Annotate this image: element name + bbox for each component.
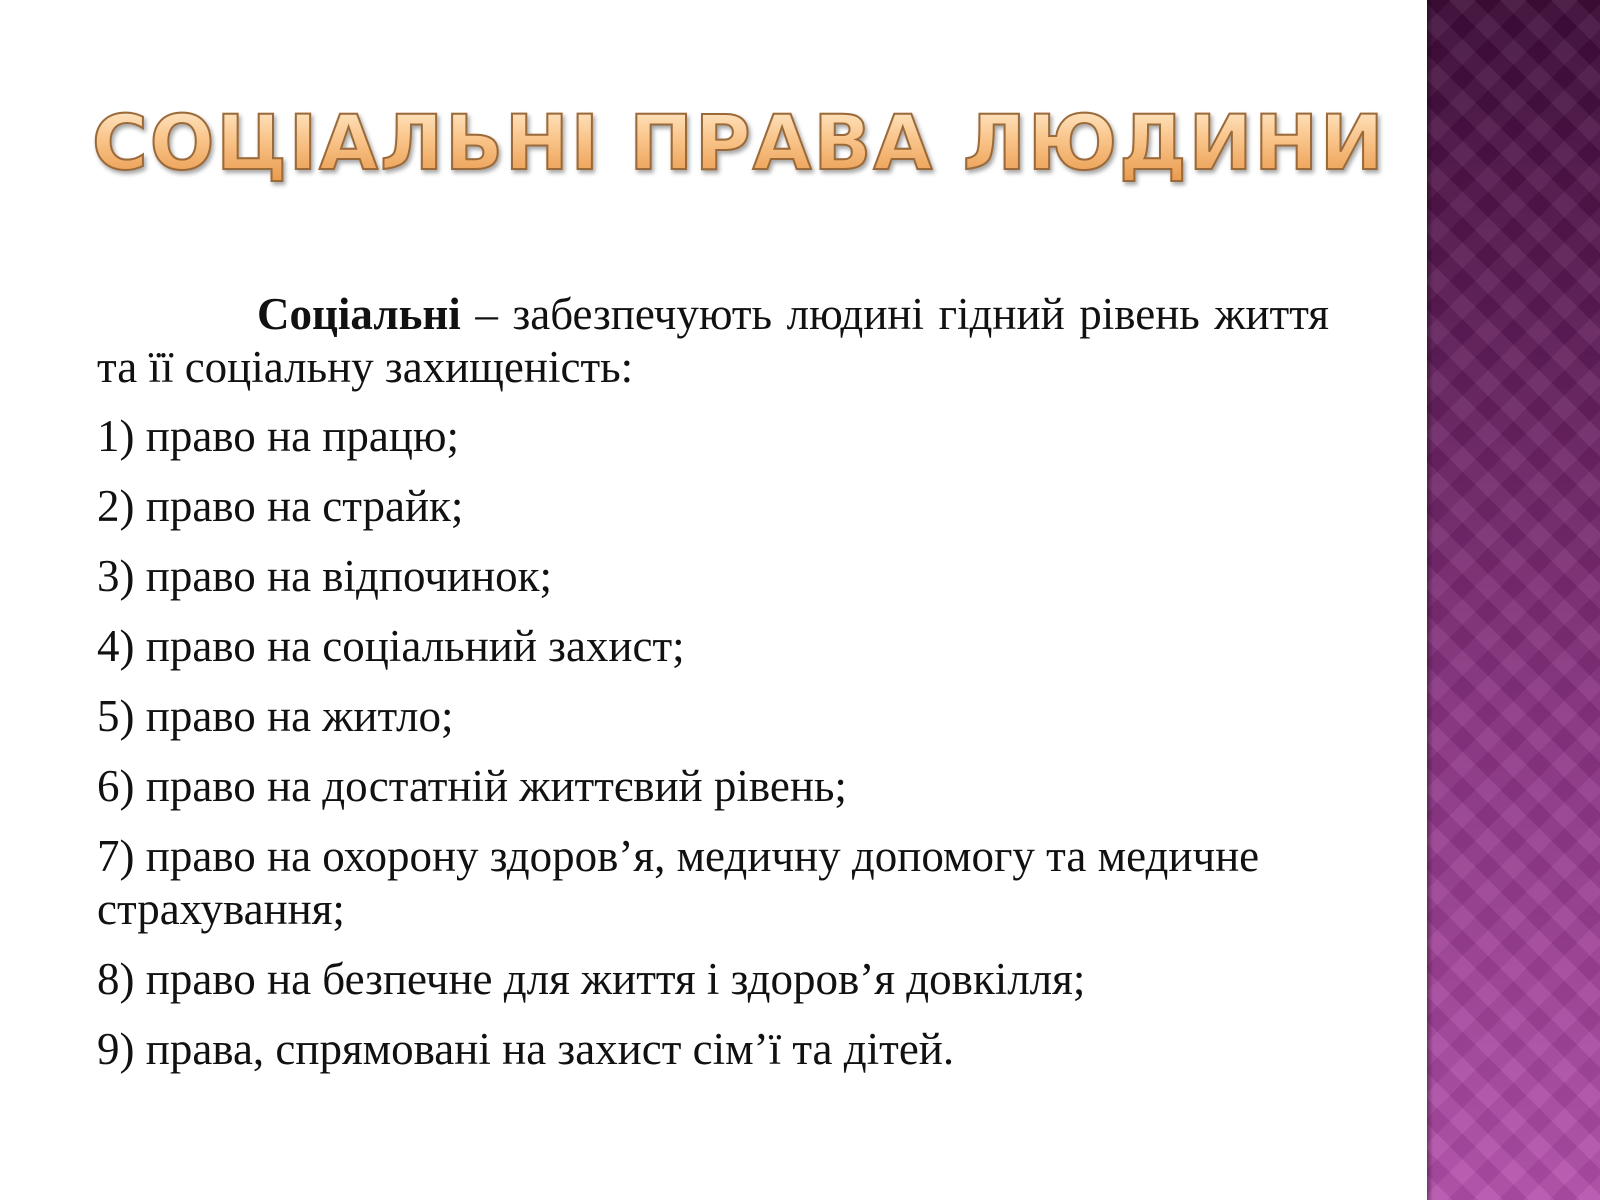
list-item: 9) права, спрямовані на захист сім’ї та дітей. [97,1024,955,1074]
list-item: 2) право на страйк; [97,481,464,531]
decorative-side-band [1427,0,1600,1200]
list-item: 3) право на відпочинок; [97,551,553,601]
slide-body [97,288,1329,1093]
intro-term: Соціальні [257,289,461,339]
list-item: 8) право на безпечне для життя і здоров’я довкілля; [97,954,1086,1004]
list-item: 7) право на охорону здоров’я, медичну допомогу та медичне страхування; [97,831,1260,934]
list-item: 5) право на житло; [97,691,454,741]
intro-text: – забезпечують людині гідний рівень життя та її соціальну захищеність: [97,289,1329,392]
list-item: 4) право на соціальний захист; [97,621,685,671]
list-item: 1) право на працю; [97,411,460,461]
rights-list [97,410,1329,1076]
intro-paragraph [97,288,1329,394]
slide-title: СОЦІАЛЬНІ ПРАВА ЛЮДИНИ [92,98,1386,187]
list-item: 6) право на достатній життєвий рівень; [97,761,847,811]
